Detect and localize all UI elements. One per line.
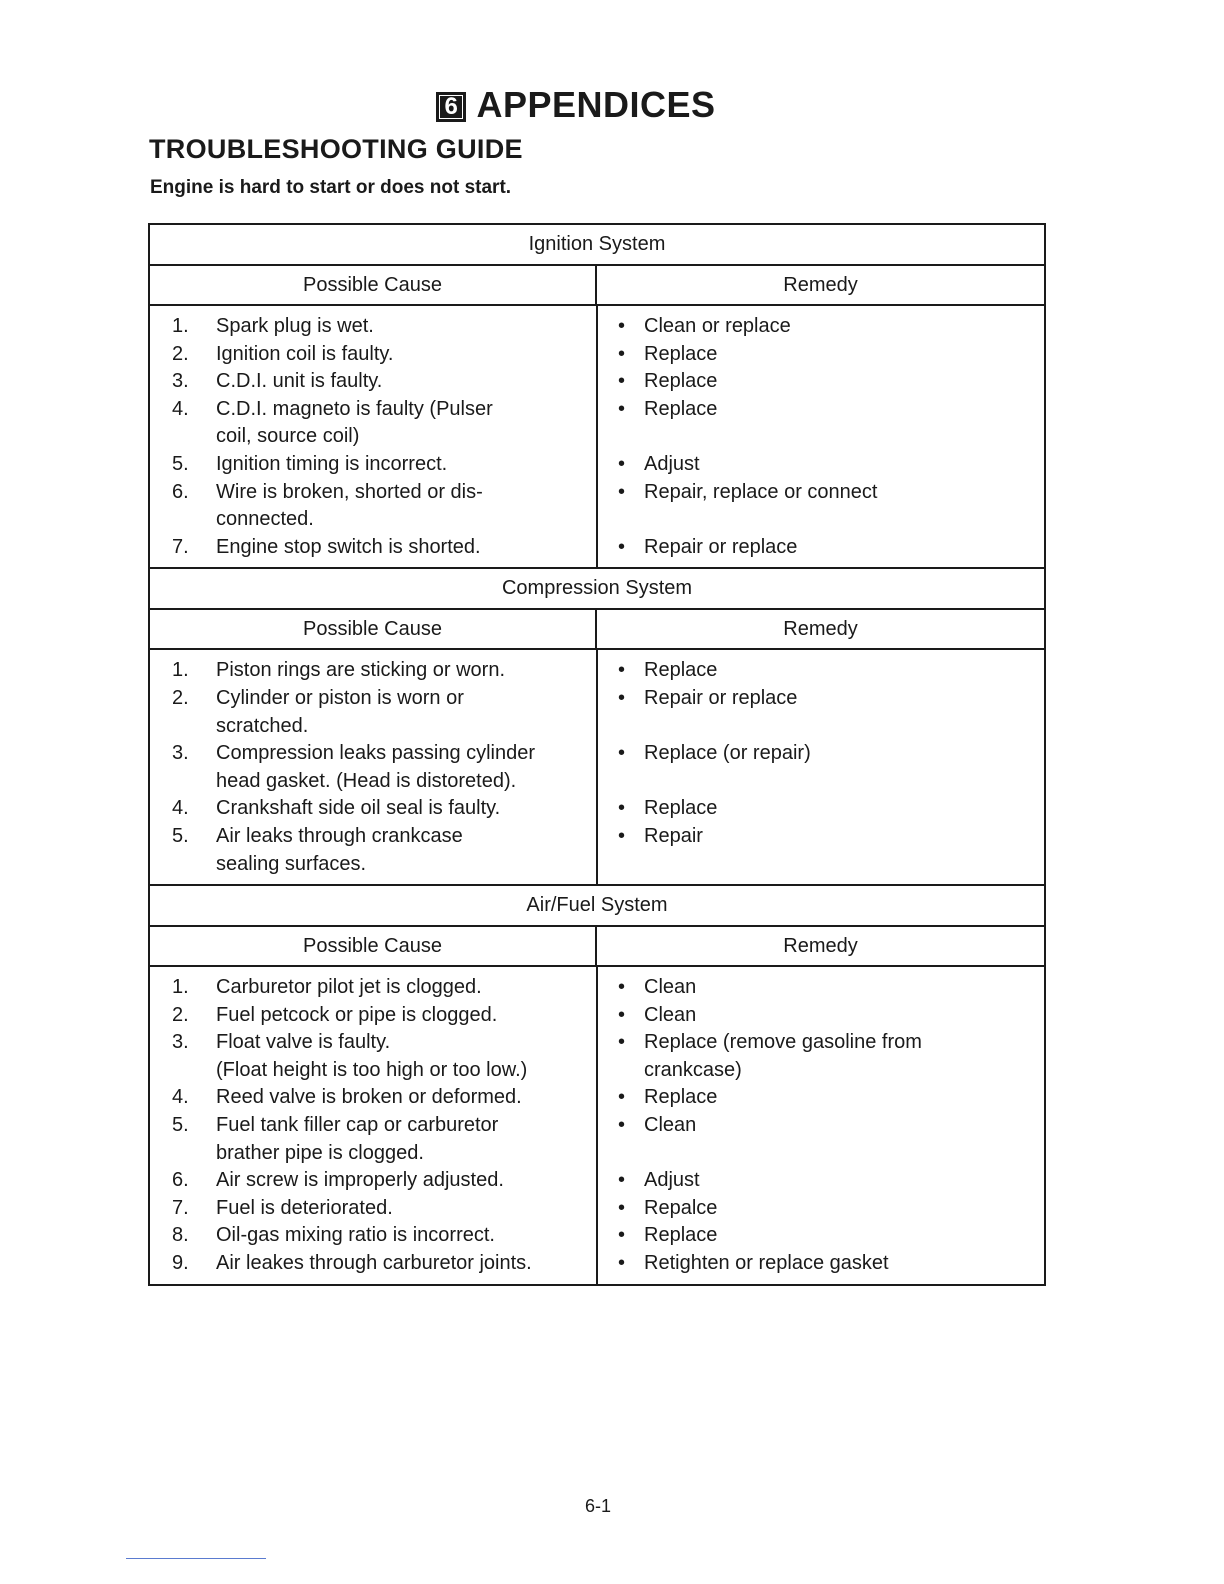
bullet-icon: • <box>618 1114 626 1137</box>
remedy-header: Remedy <box>783 935 858 958</box>
cause-line <box>150 1084 596 1112</box>
ignition-remedies-column <box>598 306 1044 567</box>
cause-line <box>150 1057 596 1085</box>
remedy-text: Replace <box>644 397 718 420</box>
cause-number: 6. <box>172 480 189 503</box>
remedy-line <box>598 974 1044 1002</box>
cause-text: Cylinder or piston is worn or <box>216 686 464 709</box>
cause-line <box>150 851 596 879</box>
remedy-text: Adjust <box>644 452 700 475</box>
cause-text: Reed valve is broken or deformed. <box>216 1086 522 1109</box>
remedy-header: Remedy <box>783 618 858 641</box>
chapter-title: APPENDICES <box>476 84 716 125</box>
cause-text: C.D.I. magneto is faulty (Pulser <box>216 397 493 420</box>
cause-line <box>150 368 596 396</box>
remedy-line <box>598 341 1044 369</box>
page-number: 6-1 <box>584 1496 611 1516</box>
remedy-line <box>598 479 1044 507</box>
remedy-line <box>598 368 1044 396</box>
bullet-icon: • <box>618 797 626 820</box>
remedy-line <box>598 1057 1044 1085</box>
cause-number: 5. <box>172 452 189 475</box>
cause-line <box>150 396 596 424</box>
compression-body-row <box>150 650 1044 884</box>
ignition-header-row <box>150 264 1044 306</box>
remedy-line <box>598 1112 1044 1140</box>
cause-line <box>150 974 596 1002</box>
cause-text: connected. <box>216 508 314 531</box>
bullet-icon: • <box>618 824 626 847</box>
remedy-line <box>598 713 1044 741</box>
cause-line <box>150 451 596 479</box>
cause-line <box>150 534 596 562</box>
cause-line <box>150 685 596 713</box>
cause-number: 7. <box>172 1196 189 1219</box>
cause-number: 4. <box>172 397 189 420</box>
bullet-icon: • <box>618 452 626 475</box>
bullet-icon: • <box>618 1196 626 1219</box>
bullet-icon: • <box>618 976 626 999</box>
air-fuel-body-row <box>150 967 1044 1284</box>
cause-line <box>150 823 596 851</box>
cause-line <box>150 313 596 341</box>
air-fuel-causes-column <box>150 967 598 1284</box>
cause-text: Fuel tank filler cap or carburetor <box>216 1114 499 1137</box>
cause-text: scratched. <box>216 714 309 737</box>
bullet-icon: • <box>618 1003 626 1026</box>
cause-line <box>150 1140 596 1168</box>
troubleshooting-table <box>148 223 1046 1286</box>
remedy-text: Clean <box>644 1114 697 1137</box>
remedy-line <box>598 451 1044 479</box>
cause-number: 4. <box>172 797 189 820</box>
cause-text: Spark plug is wet. <box>216 315 374 337</box>
cause-line <box>150 341 596 369</box>
bullet-icon: • <box>618 1224 626 1247</box>
cause-text: Engine stop switch is shorted. <box>216 535 481 558</box>
cause-text: (Float height is too high or too low.) <box>216 1058 528 1081</box>
remedy-text: Repair <box>644 824 703 847</box>
ignition-body-row <box>150 306 1044 567</box>
remedy-text: crankcase) <box>644 1058 742 1081</box>
bullet-icon: • <box>618 480 626 503</box>
cause-line <box>150 657 596 685</box>
cause-text: Piston rings are sticking or worn. <box>216 659 506 682</box>
cause-text: Ignition coil is faulty. <box>216 342 394 365</box>
remedy-line <box>598 506 1044 534</box>
remedy-line <box>598 1250 1044 1278</box>
footer-rule <box>126 1558 266 1559</box>
bullet-icon: • <box>618 1252 626 1275</box>
cause-line <box>150 1029 596 1057</box>
cause-line <box>150 1112 596 1140</box>
cause-number: 3. <box>172 1031 189 1054</box>
cause-number: 8. <box>172 1224 189 1247</box>
cause-text: Carburetor pilot jet is clogged. <box>216 976 482 999</box>
remedy-line <box>598 1084 1044 1112</box>
cause-text: C.D.I. unit is faulty. <box>216 370 383 393</box>
remedy-text: Clean <box>644 1003 697 1026</box>
remedy-line <box>598 1140 1044 1168</box>
remedy-text: Replace <box>644 342 718 365</box>
bullet-icon: • <box>618 1169 626 1192</box>
remedy-text: Repair, replace or connect <box>644 480 878 503</box>
cause-line <box>150 1002 596 1030</box>
cause-text: coil, source coil) <box>216 425 360 448</box>
bullet-icon: • <box>618 1086 626 1109</box>
remedy-text: Repair or replace <box>644 535 798 558</box>
bullet-icon: • <box>618 342 626 365</box>
cause-line <box>150 795 596 823</box>
cause-text: Compression leaks passing cylinder <box>216 742 536 765</box>
compression-remedies-column <box>598 650 1044 884</box>
cause-text: head gasket. (Head is distoreted). <box>216 769 517 792</box>
cause-number: 9. <box>172 1252 189 1275</box>
remedy-line <box>598 740 1044 768</box>
section-title: TROUBLESHOOTING GUIDE <box>149 134 523 164</box>
possible-cause-header: Possible Cause <box>150 610 597 648</box>
remedy-text: Replace <box>644 1086 718 1109</box>
cause-line <box>150 506 596 534</box>
cause-text: Air leaks through crankcase <box>216 824 463 847</box>
cause-number: 1. <box>172 976 189 999</box>
remedy-header: Remedy <box>783 274 858 296</box>
air-fuel-system-title: Air/Fuel System <box>150 884 1044 925</box>
remedy-text: Replace <box>644 797 718 820</box>
remedy-line <box>598 423 1044 451</box>
remedy-text: Replace (remove gasoline from <box>644 1031 922 1054</box>
remedy-line <box>598 1029 1044 1057</box>
cause-number: 2. <box>172 342 189 365</box>
remedy-text: Adjust <box>644 1169 700 1192</box>
cause-text: Air screw is improperly adjusted. <box>216 1169 504 1192</box>
remedy-line <box>598 534 1044 562</box>
cause-number: 1. <box>172 659 189 682</box>
symptom-subtitle: Engine is hard to start or does not start. <box>150 177 512 198</box>
cause-number: 2. <box>172 686 189 709</box>
cause-number: 5. <box>172 824 189 847</box>
cause-line <box>150 1167 596 1195</box>
cause-number: 1. <box>172 315 189 337</box>
compression-system-title: Compression System <box>150 567 1044 608</box>
cause-number: 5. <box>172 1114 189 1137</box>
remedy-line <box>598 795 1044 823</box>
remedy-text: Clean or replace <box>644 315 791 337</box>
cause-line <box>150 479 596 507</box>
cause-text: sealing surfaces. <box>216 852 367 875</box>
cause-number: 4. <box>172 1086 189 1109</box>
air-fuel-remedies-column <box>598 967 1044 1284</box>
bullet-icon: • <box>618 370 626 393</box>
cause-text: Ignition timing is incorrect. <box>216 452 448 475</box>
bullet-icon: • <box>618 397 626 420</box>
remedy-line <box>598 1167 1044 1195</box>
remedy-line <box>598 823 1044 851</box>
remedy-line <box>598 657 1044 685</box>
remedy-line <box>598 768 1044 796</box>
cause-number: 3. <box>172 742 189 765</box>
ignition-system-title: Ignition System <box>528 233 666 255</box>
cause-number: 2. <box>172 1003 189 1026</box>
remedy-text: Replace <box>644 370 718 393</box>
remedy-text: Retighten or replace gasket <box>644 1252 889 1275</box>
cause-text: brather pipe is clogged. <box>216 1141 424 1164</box>
remedy-text: Repalce <box>644 1196 718 1219</box>
remedy-text: Replace <box>644 1224 718 1247</box>
possible-cause-header: Possible Cause <box>150 927 597 965</box>
cause-line <box>150 1222 596 1250</box>
cause-line <box>150 713 596 741</box>
chapter-number-badge: 6 <box>436 92 466 122</box>
bullet-icon: • <box>618 315 626 337</box>
remedy-text: Replace <box>644 659 718 682</box>
bullet-icon: • <box>618 535 626 558</box>
remedy-line <box>598 685 1044 713</box>
cause-text: Fuel is deteriorated. <box>216 1196 393 1219</box>
remedy-line <box>598 851 1044 879</box>
air-fuel-header-row <box>150 925 1044 967</box>
cause-number: 7. <box>172 535 189 558</box>
cause-text: Air leakes through carburetor joints. <box>216 1252 532 1275</box>
bullet-icon: • <box>618 659 626 682</box>
cause-text: Crankshaft side oil seal is faulty. <box>216 797 501 820</box>
cause-text: Fuel petcock or pipe is clogged. <box>216 1003 498 1026</box>
remedy-line <box>598 396 1044 424</box>
cause-line <box>150 1195 596 1223</box>
bullet-icon: • <box>618 686 626 709</box>
remedy-line <box>598 1222 1044 1250</box>
remedy-text: Repair or replace <box>644 686 798 709</box>
ignition-causes-column <box>150 306 598 567</box>
possible-cause-header: Possible Cause <box>150 266 597 304</box>
bullet-icon: • <box>618 1031 626 1054</box>
remedy-line <box>598 1195 1044 1223</box>
remedy-line <box>598 313 1044 341</box>
cause-text: Oil-gas mixing ratio is incorrect. <box>216 1224 495 1247</box>
cause-line <box>150 1250 596 1278</box>
chapter-heading <box>0 84 1152 126</box>
bullet-icon: • <box>618 742 626 765</box>
cause-number: 3. <box>172 370 189 393</box>
compression-causes-column <box>150 650 598 884</box>
cause-number: 6. <box>172 1169 189 1192</box>
cause-text: Wire is broken, shorted or dis- <box>216 480 483 503</box>
cause-line <box>150 768 596 796</box>
remedy-text: Replace (or repair) <box>644 742 811 765</box>
compression-header-row <box>150 608 1044 650</box>
cause-line <box>150 423 596 451</box>
cause-text: Float valve is faulty. <box>216 1031 391 1054</box>
remedy-line <box>598 1002 1044 1030</box>
cause-line <box>150 740 596 768</box>
remedy-text: Clean <box>644 976 697 999</box>
